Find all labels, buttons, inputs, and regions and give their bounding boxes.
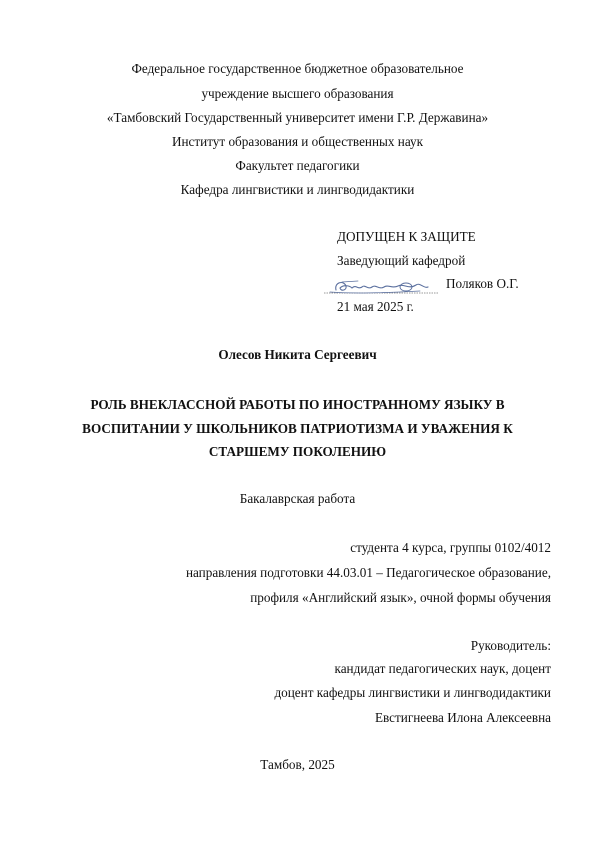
- faculty-name: Факультет педагогики: [235, 158, 360, 173]
- department-name: Кафедра лингвистики и лингводидактики: [180, 182, 415, 197]
- student-direction: направления подготовки 44.03.01 – Педагогическое образование,: [185, 565, 551, 580]
- supervisor-label: Руководитель:: [470, 638, 551, 653]
- institution-line-1: Федеральное государственное бюджетное образовательное: [131, 61, 464, 76]
- city-year: Тамбов, 2025: [260, 757, 335, 772]
- thesis-title-line-3: СТАРШЕМУ ПОКОЛЕНИЮ: [208, 444, 387, 459]
- institution-line-2: учреждение высшего образования: [201, 86, 394, 101]
- approval-position: Заведующий кафедрой: [337, 253, 466, 268]
- supervisor-degree: кандидат педагогических наук, доцент: [334, 661, 551, 676]
- author-name: Олесов Никита Сергеевич: [218, 347, 377, 362]
- approval-status: ДОПУЩЕН К ЗАЩИТЕ: [337, 229, 476, 244]
- thesis-title-line-1: РОЛЬ ВНЕКЛАССНОЙ РАБОТЫ ПО ИНОСТРАННОМУ ЯЗЫКУ В: [90, 397, 505, 412]
- signature-image: [324, 276, 438, 298]
- supervisor-position: доцент кафедры лингвистики и лингводидактики: [274, 685, 551, 700]
- student-profile: профиля «Английский язык», очной формы обучения: [250, 590, 551, 605]
- student-course-group: студента 4 курса, группы 0102/4012: [350, 540, 551, 555]
- department-head-name: Поляков О.Г.: [446, 276, 519, 291]
- supervisor-name: Евстигнеева Илона Алексеевна: [374, 710, 551, 725]
- approval-date: 21 мая 2025 г.: [337, 299, 414, 314]
- institute-name: Институт образования и общественных наук: [171, 134, 424, 149]
- work-type: Бакалаврская работа: [239, 491, 356, 506]
- thesis-title-line-2: ВОСПИТАНИИ У ШКОЛЬНИКОВ ПАТРИОТИЗМА И УВАЖЕНИЯ К: [82, 420, 513, 436]
- university-name: «Тамбовский Государственный университет имени Г.Р. Державина»: [106, 110, 489, 125]
- thesis-title: [40, 393, 555, 464]
